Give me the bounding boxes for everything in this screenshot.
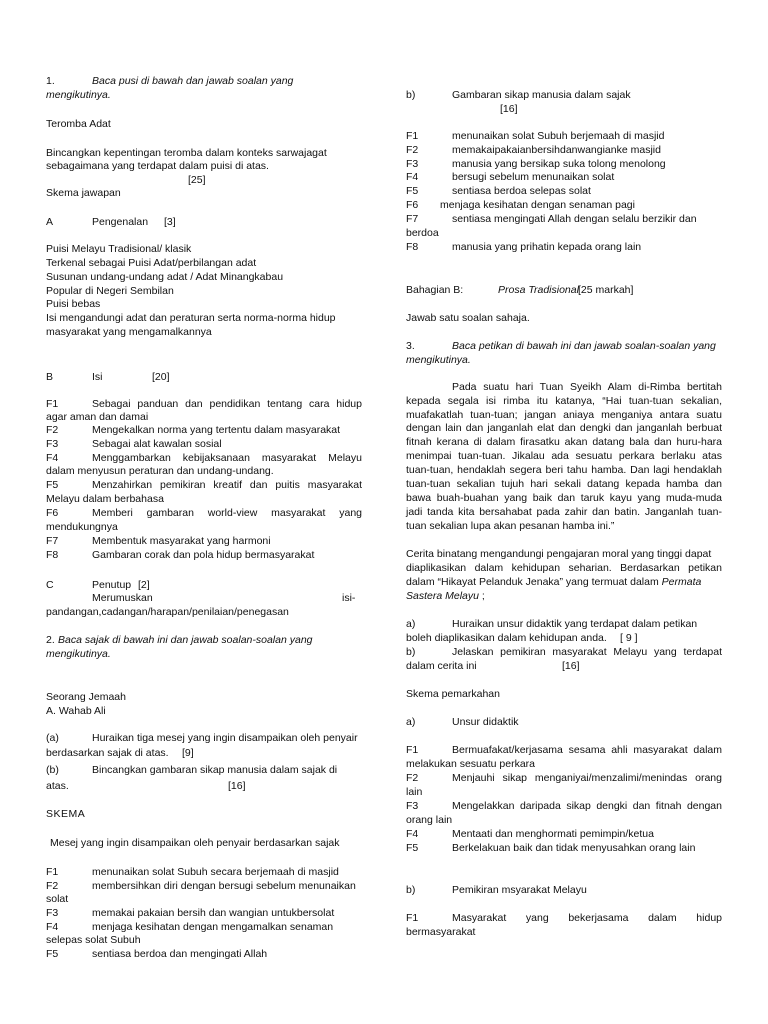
isi-text-cont: agar aman dan damai [46,411,149,423]
question-3-number: 3. [406,340,415,352]
sikap-code: F1 [406,130,419,142]
question-3a-text: Huraikan unsur didaktik yang terdapat dalam petikan [452,618,698,630]
question-2a-tag: (a) [46,732,59,744]
didaktik-text-cont: orang lain [406,814,453,826]
didaktik-code: F5 [406,842,419,854]
poem-2-title: Seorang Jemaah [46,691,126,703]
section-b-label: Isi [92,371,103,383]
cerita-text [406,576,701,589]
pemikiran-text-cont: bermasyarakat [406,926,476,938]
intro-line: Puisi bebas [46,298,101,310]
isi-text: Gambaran corak dan pola hidup bermasyarakat [92,549,315,561]
sikap-text: bersugi sebelum menunaikan solat [452,171,615,183]
isi-code: F7 [46,535,59,547]
cerita-punct: ; [481,590,485,602]
sikap-code: F6 [406,199,419,211]
sikap-text: sentiasa berdoa selepas solat [452,185,591,197]
mesej-code: F1 [46,866,59,878]
mesej-text: membersihkan diri dengan bersugi sebelum menunaikan [92,880,356,892]
sikap-code: F8 [406,241,419,253]
isi-code: F5 [46,479,59,491]
mesej-code: F3 [46,907,59,919]
skema-a-tag: a) [406,716,416,728]
question-2a-marks: [9] [182,747,194,759]
question-1-marks: [25] [188,174,206,186]
question-3b-text: Jelaskan pemikiran masyarakat Melayu yang terdapat [452,646,722,658]
mesej-text-cont: solat [46,893,69,905]
pemikiran-code: F1 [406,912,419,924]
section-c-marks: [2] [138,579,150,591]
sikap-code: F2 [406,144,419,156]
sikap-text: sentiasa mengingati Allah dengan selalu berzikir dan [452,213,697,225]
didaktik-text: Mentaati dan menghormati pemimpin/ketua [452,828,654,840]
sikap-text: menjaga kesihatan dengan senaman pagi [440,199,635,211]
sikap-code: F5 [406,185,419,197]
cerita-text [406,590,485,603]
skema-b-tag: b) [406,884,416,896]
bahagian-title: Prosa Tradisional [498,284,579,296]
question-3b-text-cont: dalam cerita ini [406,660,477,672]
isi-code: F8 [46,549,59,561]
question-3-instruction-cont: mengikutinya. [406,354,471,366]
section-c-letter: C [46,579,54,591]
skema-b-label: Pemikiran msyarakat Melayu [452,884,587,896]
question-3a-marks: [ 9 ] [620,632,638,644]
passage-line: bawa buah-buahan yang baik dan taruk kayu yang muda-muda [406,492,722,504]
question-2-number: 2. [46,634,55,646]
section-c-text-cont: pandangan,cadangan/harapan/penilaian/penegasan [46,606,289,618]
question-2a-text: Huraikan tiga mesej yang ingin disampaikan oleh penyair [92,732,358,744]
question-b-tag: b) [406,89,416,101]
passage-line: kepada segala isi rimba itu katanya, “Hai tuan-tuan sekalian, [406,395,722,407]
passage-line: jadi tanda kita bersahabat pada zahir dan batin. Janganlah tuan- [406,506,722,518]
mesej-text: menjaga kesihatan dengan mengamalkan senaman [92,921,334,933]
question-3b-marks: [16] [562,660,580,672]
book-title-cont: Sastera Melayu [406,590,479,602]
mesej-text: sentiasa berdoa dan mengingati Allah [92,948,268,960]
section-a-label: Pengenalan [92,216,149,228]
section-a-marks: [3] [164,216,176,228]
section-a-letter: A [46,216,54,228]
passage-line: fitnah kerana di dalam firasatku akan datang bala dan huru-hara [406,436,722,448]
cerita-text-part: dalam “Hikayat Pelanduk Jenaka” yang termuat dalam [406,576,659,588]
isi-text: Menzahirkan pemikiran kreatif dan puitis masyarakat [92,479,362,491]
mesej-text-cont: selepas solat Subuh [46,934,141,946]
jawab-instruction: Jawab satu soalan sahaja. [406,312,530,324]
question-1-task: Bincangkan kepentingan teromba dalam konteks sarwajagat [46,147,327,159]
isi-code: F1 [46,398,59,410]
passage-line: menimpai tuan-tuan. Jikalau ada sesuatu perkara berlaku atas [406,450,722,462]
isi-code: F6 [46,507,59,519]
didaktik-text: Mengelakkan daripada sikap dengki dan fitnah dengan [452,800,722,812]
section-c-label: Penutup [92,579,132,591]
sikap-code: F7 [406,213,419,225]
intro-line: Susunan undang-undang adat / Adat Minangkabau [46,271,284,283]
question-b-marks: [16] [500,103,518,115]
question-2b-marks: [16] [228,780,246,792]
didaktik-text: Menjauhi sikap menganiyai/menzalimi/menindas orang [452,772,722,784]
section-c-text: Merumuskan [92,592,153,604]
isi-code: F2 [46,424,59,436]
question-b-text: Gambaran sikap manusia dalam sajak [452,89,631,101]
passage-line: tuan sekalian lupa akan pesanan hamba ini.” [406,520,615,532]
passage-line: tuan-tuan, hendaklah segera beri tahu hamba. Dan lagi hendaklah [406,464,722,476]
isi-text: Menggambarkan kebijaksanaan masyarakat Melayu [92,452,362,464]
question-1-number: 1. [46,75,55,87]
bahagian-label: Bahagian B: [406,284,464,296]
question-3a-text-cont: boleh diaplikasikan dalam kehidupan anda. [406,632,607,644]
isi-text: Mengekalkan norma yang tertentu dalam masyarakat [92,424,341,436]
didaktik-code: F3 [406,800,419,812]
skema-a-label: Unsur didaktik [452,716,519,728]
mesej-text: memakai pakaian bersih dan wangian untukbersolat [92,907,335,919]
mesej-code: F2 [46,880,59,892]
question-3-instruction: Baca petikan di bawah ini dan jawab soalan-soalan yang [452,340,716,352]
didaktik-code: F2 [406,772,419,784]
question-1-task-cont: sebagaimana yang terdapat dalam puisi di atas. [46,160,269,172]
sikap-text-cont: berdoa [406,227,439,239]
poem-2-author: A. Wahab Ali [46,705,106,717]
didaktik-code: F1 [406,744,419,756]
section-b-marks: [20] [152,371,170,383]
sikap-text: manusia yang prihatin kepada orang lain [452,241,642,253]
didaktik-text: Berkelakuan baik dan tidak menyusahkan orang lain [452,842,696,854]
question-2b-text: Bincangkan gambaran sikap manusia dalam sajak di [92,764,338,776]
didaktik-text: Bermuafakat/kerjasama sesama ahli masyarakat dalam [452,744,722,756]
skema-jawapan-heading: Skema jawapan [46,187,121,199]
didaktik-text-cont: lain [406,786,423,798]
intro-line: masyarakat yang mengamalkannya [46,326,212,338]
book-title: Permata [661,576,702,588]
isi-text: Sebagai panduan dan pendidikan tentang cara hidup [92,398,362,410]
passage-line: Pada suatu hari Tuan Syeikh Alam di-Rimba bertitah [452,381,722,393]
isi-text: Memberi gambaran world-view masyarakat yang [92,507,362,519]
pemikiran-text: Masyarakat yang bekerjasama dalam hidup [452,912,722,924]
isi-code: F3 [46,438,59,450]
intro-line: Puisi Melayu Tradisional/ klasik [46,243,192,255]
question-2b-text-cont: atas. [46,780,69,792]
mesej-heading: Mesej yang ingin disampaikan oleh penyair berdasarkan sajak [50,837,340,849]
sikap-code: F4 [406,171,419,183]
section-b-letter: B [46,371,54,383]
isi-text: Sebagai alat kawalan sosial [92,438,222,450]
didaktik-text-cont: melakukan sesuatu perkara [406,758,535,770]
question-2-instruction-cont: mengikutinya. [46,648,111,660]
sikap-code: F3 [406,158,419,170]
isi-text-cont: Melayu dalam berbahasa [46,493,164,505]
intro-line: Popular di Negeri Sembilan [46,285,174,297]
passage-line: tuan-tuan sekalian tujuh hari sekali datang kepada hamba dan [406,478,722,490]
mesej-text: menunaikan solat Subuh secara berjemaah di masjid [92,866,339,878]
intro-line: Isi mengandungi adat dan peraturan serta norma-norma hidup [46,312,336,324]
isi-text: Membentuk masyarakat yang harmoni [92,535,271,547]
section-c-text-end: isi- [342,592,356,604]
isi-text-cont: dalam menyusun peraturan dan undang-undang. [46,465,274,477]
mesej-code: F5 [46,948,59,960]
isi-text-cont: mendukungnya [46,521,118,533]
skema-heading: SKEMA [46,808,86,820]
sikap-text: menunaikan solat Subuh berjemaah di masjid [452,130,665,142]
sikap-text: manusia yang bersikap suka tolong menolong [452,158,666,170]
cerita-text: diaplikasikan dalam kehidupan seharian. Berdasarkan petikan [406,562,722,574]
question-3a-tag: a) [406,618,416,630]
cerita-text: Cerita binatang mengandungi pengajaran moral yang tinggi dapat [406,548,712,560]
poem-1-title: Teromba Adat [46,118,111,130]
passage-line: muafakatlah tuan-tuan; jangan aniaya menganiya antara suatu [406,409,722,421]
question-2-instruction: Baca sajak di bawah ini dan jawab soalan-soalan yang [58,634,313,646]
sikap-text: memakaipakaianbersihdanwangianke masjid [452,144,661,156]
bahagian-marks: [25 markah] [578,284,634,296]
intro-line: Terkenal sebagai Puisi Adat/perbilangan adat [46,257,257,269]
mesej-code: F4 [46,921,59,933]
question-2b-tag: (b) [46,764,59,776]
passage-line: dengan lain dan janganlah elat dan dengki dan janganlah berbuat [406,422,722,434]
didaktik-code: F4 [406,828,419,840]
question-2a-text-cont: berdasarkan sajak di atas. [46,747,169,759]
question-3b-tag: b) [406,646,416,658]
isi-code: F4 [46,452,59,464]
question-1-instruction: Baca pusi di bawah dan jawab soalan yang [92,75,294,87]
question-1-instruction-cont: mengikutinya. [46,89,111,101]
skema-pemarkahan-heading: Skema pemarkahan [406,688,500,700]
